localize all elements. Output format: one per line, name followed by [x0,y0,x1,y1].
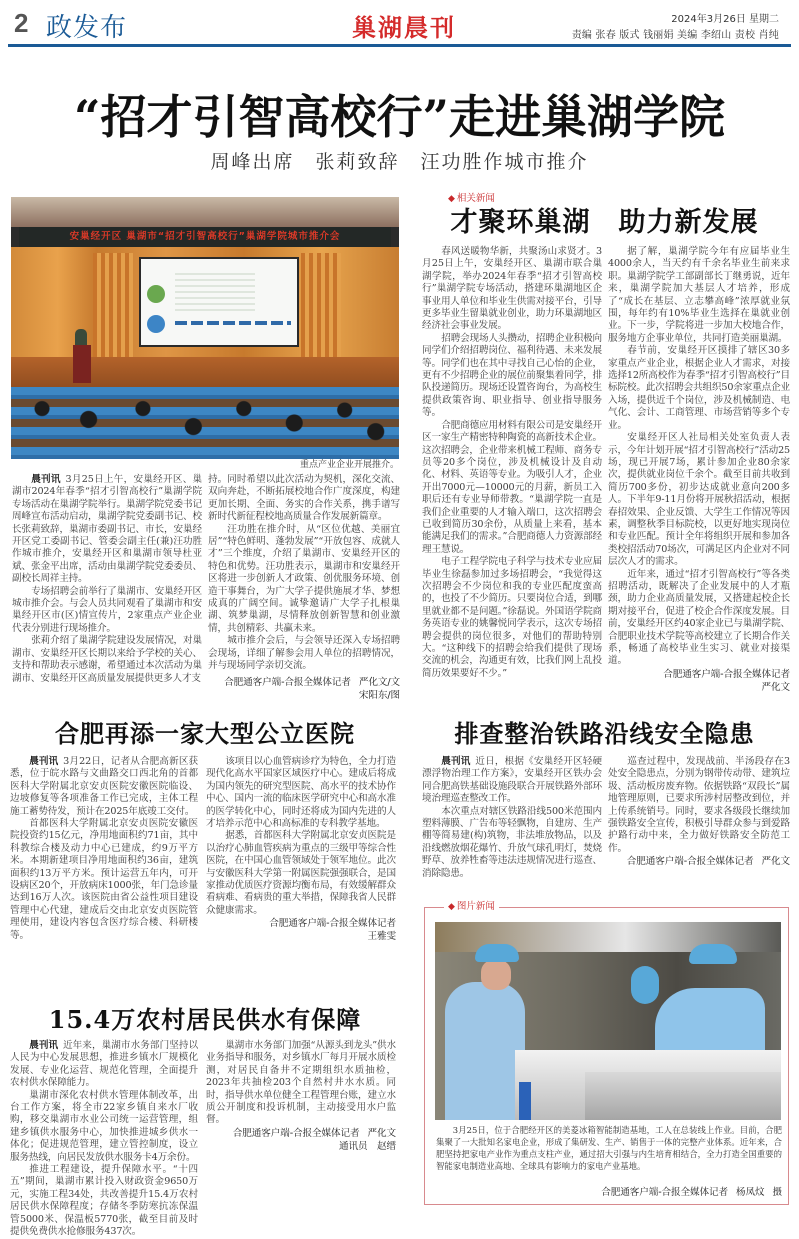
article-paragraph: 巢湖市深化农村供水管理体制改革，出台工作方案，将全市22家乡镇自来水厂收购，移交巢湖市水业公司统一运营管理，组建乡镇供水服务中心，加快推进城乡供水一体化；促进规范管理，建立管控制度，设立服务热线，向居民发放供水服务卡4万余份。 [10,1089,198,1163]
masthead-divider [8,44,791,47]
photo-banner-text: 安巢经开区 巢湖市“招才引智高校行”巢湖学院城市推介会 [19,227,391,247]
photo-podium [73,345,91,383]
photo-curtain [301,253,341,373]
related-news-column-2 [608,246,790,694]
article-paragraph [10,756,198,818]
photo-worker [445,982,525,1120]
article-paragraph: 城市推介会后，与会领导还深入专场招聘会现场，详细了解参会用人单位的招聘情况，并与现场同学亲切交流。 [208,635,400,672]
hospital-column-1 [10,756,198,942]
paragraph-text: 近年来，巢湖市水务部门坚持以人民为中心发展思想，推进乡镇水厂规模化发展、专业化运营、规范化管理，全面提升农村供水保障能力。 [10,1040,198,1089]
main-photo-caption: 重点产业企业开展推介。 [299,460,399,470]
photo-fridge-panel [519,1082,531,1120]
main-story-byline [208,676,400,702]
main-subhead: 周峰出席 张莉致辞 汪功胜作城市推介 [210,151,589,173]
water-headline: 15.4万农村居民供水有保障 [48,1005,362,1034]
masthead [0,0,799,48]
article-paragraph: 招聘会现场人头攒动，招聘企业积极向同学们介绍招聘岗位、福利待遇、未来发展等。同学们也在其中寻找自己心怡的企业，更有不少招聘企业的展位前聚集着同学，排队投递简历。现场还设置咨询台，为高校生提供政策咨询、职业指导、创业指导服务等。 [422,332,602,419]
byline-name: 严化文 [367,1127,396,1139]
paragraph-text: 近日，根据《安巢经开区轻硬漂浮物治理工作方案》，安巢经开区铁办会同合肥高铁基础设施段联合开展铁路外部环境治理巡查整改工作。 [422,756,602,805]
article-paragraph: 合肥商德应用材料有限公司是安巢经开区一家生产精密特种陶瓷的高新技术企业。这次招聘会，企业带来机械工程师、商务专员等20多个岗位，涉及机械设计及自动化、材料、英语等专业。为吸引人才，企业开出7000元—10000元的月薪，新员工入职后还有专业导师带教。“巢湖学院一直是我们企业重要的人才输入端口，这次招聘会已收到简历30余份，从质量上来看，基本能满足我们的需求。”合肥商德人力资源部经理王慧说。 [422,419,602,555]
hospital-headline: 合肥再添一家大型公立医院 [55,719,355,748]
diamond-icon: ◆ [448,902,455,912]
byline-photographer: 宋阳东/图 [358,689,400,701]
article-kicker: 晨刊讯 [441,756,471,767]
railway-byline [608,855,790,868]
related-news-byline [608,668,790,694]
photo-worker-cap [631,966,659,1004]
article-paragraph: 汪功胜在推介时，从“区位优越、美丽宜居”“特色鲜明、蓬勃发展”“开放包容、成就人才”三个维度，介绍了巢湖市、安巢经开区的特色和优势。汪功胜表示，巢湖市和安巢经开区将进一步创新人才政策、创优服务环境、创造干事舞台，为广大学子提供施展才华、梦想成真的广阔空间。诚挚邀请广大学子扎根巢湖、筑梦巢湖，尽情释放创新智慧和创业激情，共创精彩、共赢未来。 [208,523,400,634]
photo-fridge [585,1072,781,1120]
article-paragraph: 首都医科大学附属北京安贞医院安徽医院投资约15亿元，净用地面积约71亩，其中科教综合楼及动力中心已建成，约9万平方米。本期新建项目净用地面积约36亩，建筑面积约13万平方米。预计运营五年内，可开设病区20个，开放病床1000张，年门急诊量达到16万人次。该医院由省公益性项目建设管理中心代建，建成后交由北京安贞医院管理使用，建设内容包含医疗综合楼、科研楼等。 [10,818,198,941]
article-kicker: 晨刊讯 [31,474,61,485]
article-kicker: 晨刊讯 [29,1040,59,1051]
paragraph-text: 3月22日，记者从合肥高新区获悉，位于皖水路与文曲路交口西北角的首都医科大学附属北京安贞医院安徽医院临设、边坡修复等各项准备工作已完成，主体工程施工蓄势待发，预计在2025年底竣工交付。 [10,756,199,817]
article-paragraph [12,474,202,586]
byline-org: 合肥通客户端-合报全媒体记者 [269,918,396,930]
byline-correspondent: 通讯员 赵缙 [339,1140,396,1152]
byline-name: 王雅雯 [367,931,396,943]
byline-org: 合肥通客户端-合报全媒体记者 [626,856,754,868]
tag-label: 相关新闻 [456,193,495,204]
main-story-column-2 [208,474,400,702]
byline-name: 杨凤炆 [736,1187,765,1198]
related-news-column-1 [422,246,602,680]
railway-headline: 排查整治铁路沿线安全隐患 [454,719,755,748]
photo-worker-face [481,960,511,990]
article-paragraph: 持。同时希望以此次活动为契机，深化交流、双向奔赴，不断拓展校地合作广度深度，构建更加长期、全面、务实的合作关系，携手谱写新时代新征程校地高质量合作发展新篇章。 [208,474,400,523]
byline-suffix: 摄 [772,1187,782,1198]
byline-org: 合肥通客户端-合报全媒体记者 [232,1127,360,1139]
railway-column-2 [608,756,790,868]
main-story-column-1 [12,474,202,685]
section-name: 政发布 [46,13,128,43]
article-paragraph: 据悉，首都医科大学附属北京安贞医院是以治疗心肺血管疾病为重点的三级甲等综合性医院，在中国心血管领域处于领军地位。此次与安徽医科大学第一附属医院强强联合，是国家推动优质医疗资源均衡布局，有效缓解群众看病难、看病贵的重大举措，保障我省人民群众健康需求。 [206,830,396,916]
photo-curtain [93,253,133,373]
main-story-photo [11,197,399,459]
photo-news-caption: 3月25日，位于合肥经开区的美菱冰箱智能制造基地，工人在总装线上作业。目前，合肥集聚了一大批知名家电企业，形成了集研发、生产、销售于一体的完整产业体系。近年来，合肥坚持把家电产业作为重点支柱产业，通过招大引强与内生培育相结合，全力打造全国重要的智能家电制造业高地、全球具有影响力的家电产业基地。 [436,1125,782,1171]
related-news-headline: 才聚环巢湖 助力新发展 [450,207,759,238]
byline-org: 合肥通客户端-合报全媒体记者 [663,668,790,680]
photo-news-byline [436,1186,782,1199]
screen-circle [147,285,165,303]
diamond-icon: ◆ [448,194,455,204]
related-news-tag [448,193,495,205]
hospital-byline [206,917,396,943]
paragraph-text: 3月25日上午，安巢经开区、巢湖市2024年春季“招才引智高校行”巢湖学院专场活动在巢湖学院举行。巢湖学院党委书记周峰宣布活动启动，巢湖学院党委副书记、校长张莉致辞，巢湖市委副书记、市长，安巢经开区党工委副书记、管委会副主任(兼)汪功胜作城市推介，安巢经开区和巢湖市领导杜亚斌、张金平出席，活动由巢湖学院党委委员、副校长周祥主持。 [12,474,203,585]
byline-name: 严化文 [761,681,790,693]
article-kicker: 晨刊讯 [29,756,59,767]
photo-worker-cap [475,944,519,962]
photo-news-tag [444,901,499,913]
paper-logo: 巢湖晨刊 [352,13,456,42]
screen-circle [147,315,165,333]
article-paragraph: 专场招聘会前举行了巢湖市、安巢经开区城市推介会。与会人员共同观看了巢湖市和安巢经开区市(区)情宣传片，2家重点产业企业代表分别进行现场推介。 [12,585,202,634]
article-paragraph: 推进工程建设，提升保障水平。“十四五”期间，巢湖市累计投入财政资金9650万元，实施工程34处，共改善提升15.4万农村居民供水保障程度；存储冬季防寒抗冻保温管5000米、保温板5770张，截至目前及时提供免费供水抢修服务437次。 [10,1164,198,1238]
screen-bars [175,321,291,325]
photo-worker-cap [689,944,737,964]
water-column-2 [206,1040,396,1153]
water-byline [206,1127,396,1153]
editors-credit: 责编 张春 版式 钱丽娟 美编 李绍山 责校 肖纯 [571,30,779,41]
photo-audience [11,387,399,459]
article-paragraph: 张莉介绍了巢湖学院建设发展情况，对巢湖市、安巢经开区长期以来给予学校的关心、支持和帮助表示感谢，希望通过本次活动为巢湖市、安巢经开区高质量发展提供更多人才支 [12,635,202,684]
photo-news-image [435,922,781,1120]
article-paragraph: 安巢经开区人社局相关处室负责人表示，今年计划开展“招才引智高校行”活动25场，现已开展7场，累计参加企业80余家次，提供就业岗位千余个。截至目前共收到简历700多份，初步达成就业意向200多人。下半年9-11月份将开展秋招活动，根据春招效果、企业反馈、大学生工作情况等因素，调整秋季目标院校，以更好地实现岗位和专业匹配。预计全年将组织开展和参加各类校招活动70场次，可满足区内企业对不同层次人才的需求。 [608,432,790,568]
article-paragraph: 该项目以心血管病诊疗为特色，全力打造现代化高水平国家区域医疗中心。建成后将成为国内领先的研究型医院、高水平的技术协作中心、国内一流的临床医学研究中心和高水准的医学转化中心，同时还将成为国内先进的人才培养示范中心和高标准的专科教学基地。 [206,756,396,830]
article-paragraph [422,756,602,806]
issue-date: 2024年3月26日 星期二 [671,14,779,25]
photo-ceiling [11,197,399,227]
article-paragraph: 春节前，安巢经开区摸排了辖区30多家重点产业企业，根据企业人才需求，对接选择12所高校作为春季“招才引智高校行”目标院校。此次招聘会共组织50余家重点企业入场，提供近千个岗位，涉及机械制造、电气化、会计、工商管理、市场营销等多个专业。 [608,345,790,431]
hospital-column-2 [206,756,396,943]
article-paragraph: 巡查过程中，发现战前、半汤段存在3处安全隐患点，分别为钢带传动带、建筑垃圾、活动板房废弃物。依据铁路“双段长”属地管理原则，已要求所涉村居整改到位，并上传系统销号。同时，要求各级段长继续加强铁路安全宣传，积极引导群众参与到爱路护路行动中来，全力做好铁路安全防范工作。 [608,756,790,854]
main-headline: “招才引智高校行”走进巢湖学院 [74,90,725,144]
tag-label: 图片新闻 [456,901,495,912]
byline-org: 合肥通客户端-合报全媒体记者 [224,676,351,688]
article-paragraph [10,1040,198,1090]
page-number: 2 [14,8,29,38]
article-paragraph: 巢湖市水务部门加强“从源头到龙头”供水业务指导和服务，对乡镇水厂每月开展水质检测，对居民自备井不定期组织水质抽检，2023年共抽检203个自然村井水水质。同时，指导供水单位健全工程管理台账，建立水质公开制度和投诉机制，主动接受用水户监督。 [206,1040,396,1126]
article-paragraph: 电子工程学院电子科学与技术专业应届毕业生徐磊参加过多场招聘会，“我觉得这次招聘会不少岗位和我的专业匹配度蛮高的，也投了不少简历。只要岗位合适，到哪里就业都不是问题。”徐磊说。外国语学院商务英语专业的姚馨悦同学表示，这次专场招聘会提供的岗位很多，对他们的帮助特别大。“这种线下的招聘会给我们提供了现场交流的机会，沟通更有效，比我们网上乱投简历效果要好不少。” [422,556,602,679]
byline-org: 合肥通客户端-合报全媒体记者 [601,1187,729,1198]
article-paragraph: 本次重点对辖区铁路沿线500米范围内塑料薄膜、广告布等轻飘物，自建房、生产棚等简易建(构)筑物，非法堆放物品，以及沿线燃放烟花爆竹、升放气球孔明灯，焚烧野草、放养牲畜等违法违规情况进行巡查、消除隐患。 [422,805,602,879]
byline-writer: 严化文/文 [358,676,400,688]
screen-lines [175,273,255,311]
article-paragraph: 近年来，通过“招才引智高校行”等各类招聘活动，既解决了企业发展中的人才瓶颈，助力企业高质量发展，又搭建起校企长期对接平台，促进了校企合作深度发展。目前，安巢经开区约40家企业已与巢湖学院、合肥职业技术学院等高校建立了长期合作关系，畅通了高校毕业生实习、就业对接渠道。 [608,568,790,667]
byline-name: 严化文 [761,856,790,868]
railway-column-1 [422,756,602,880]
article-paragraph: 据了解，巢湖学院今年有应届毕业生4000余人，当天约有千余名毕业生前来求职。巢湖学院学工部副部长丁继勇说，近年来，巢湖学院加大基层人才培养，形成了“成长在基层、立志攀高峰”浓厚就业氛围，每年约有10%毕业生选择在巢就业创业。下一步，学院将进一步加大校地合作，服务地方企事业单位，共同打造美丽巢湖。 [608,246,790,344]
photo-projection-screen [139,257,299,347]
article-paragraph: 春风送暖物华新，共聚汤山求贤才。3月25日上午，安巢经开区、巢湖市联合巢湖学院，举办2024年春季“招才引智高校行”巢湖学院专场活动，搭建环巢湖地区企事业用人单位和毕业生供需对接平台，引导更多毕业生留巢就业创业，助力环巢湖地区经济社会事业发展。 [422,246,602,332]
